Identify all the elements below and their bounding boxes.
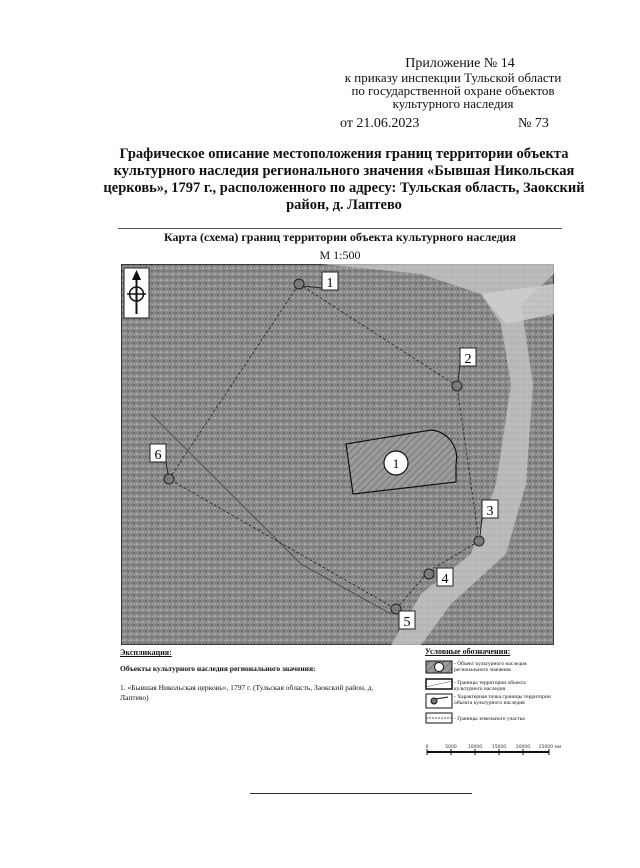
svg-text:10000: 10000: [467, 745, 483, 750]
point-6: [164, 474, 174, 484]
north-arrow-icon: [124, 268, 149, 318]
appendix-line: Приложение № 14: [405, 56, 515, 71]
explication-heading: Экспликация:: [120, 648, 172, 657]
legend-item-boundary: - Границы территории объекта культурного наследия: [454, 680, 526, 692]
object-item: 1. «Бывшая Никольская церковь», 1797 г. (Тульская область, Заокский район, д. Лаптево): [120, 683, 374, 702]
point-3: [474, 536, 484, 546]
inspection-line: по государственной охране объектов: [351, 83, 555, 98]
object-number: 1: [392, 456, 400, 471]
order-date: от 21.06.2023: [340, 116, 420, 131]
map-title: Карта (схема) границ территории объекта культурного наследия: [163, 230, 517, 244]
boundary-map: [121, 264, 554, 645]
svg-text:20000: 20000: [515, 745, 531, 750]
document-title: Графическое описание местоположения границ территории объекта культурного наследия регионального значения «Бывшая Никольская церковь», 1797 г., расположенного по адресу: Тульская область, Заокский район, д. Лаптево: [103, 146, 585, 213]
legend-item-parcel: - Границы земельного участка: [454, 716, 525, 722]
divider: [118, 228, 562, 229]
order-line: к приказу инспекции Тульской области: [344, 70, 562, 85]
point-4: [424, 569, 434, 579]
point-1: [294, 279, 304, 289]
map-background: [121, 264, 554, 645]
label-point-2: 2: [464, 352, 472, 367]
label-point-3: 3: [486, 504, 494, 519]
svg-text:25000 мм: 25000 мм: [538, 745, 562, 750]
scale-bar: [424, 742, 564, 762]
map-scale: М 1:500: [319, 248, 361, 262]
svg-text:5000: 5000: [445, 745, 457, 750]
legend-heading: Условные обозначения:: [425, 647, 511, 656]
heritage-line: культурного наследия: [392, 96, 514, 111]
objects-heading: Объекты культурного наследия регионального значения:: [120, 664, 316, 673]
svg-text:0: 0: [425, 745, 429, 750]
label-point-6: 6: [154, 448, 162, 463]
label-point-4: 4: [441, 572, 449, 587]
label-point-1: 1: [326, 276, 334, 291]
point-2: [452, 381, 462, 391]
order-number: № 73: [518, 116, 549, 131]
bottom-divider: [250, 793, 472, 794]
legend-item-point: - Характерная точка границы территории объекта культурного наследия: [454, 694, 551, 706]
svg-text:15000: 15000: [491, 745, 507, 750]
label-point-5: 5: [403, 615, 411, 630]
legend-item-object: - Объект культурного наследия регионального значения: [454, 661, 527, 673]
